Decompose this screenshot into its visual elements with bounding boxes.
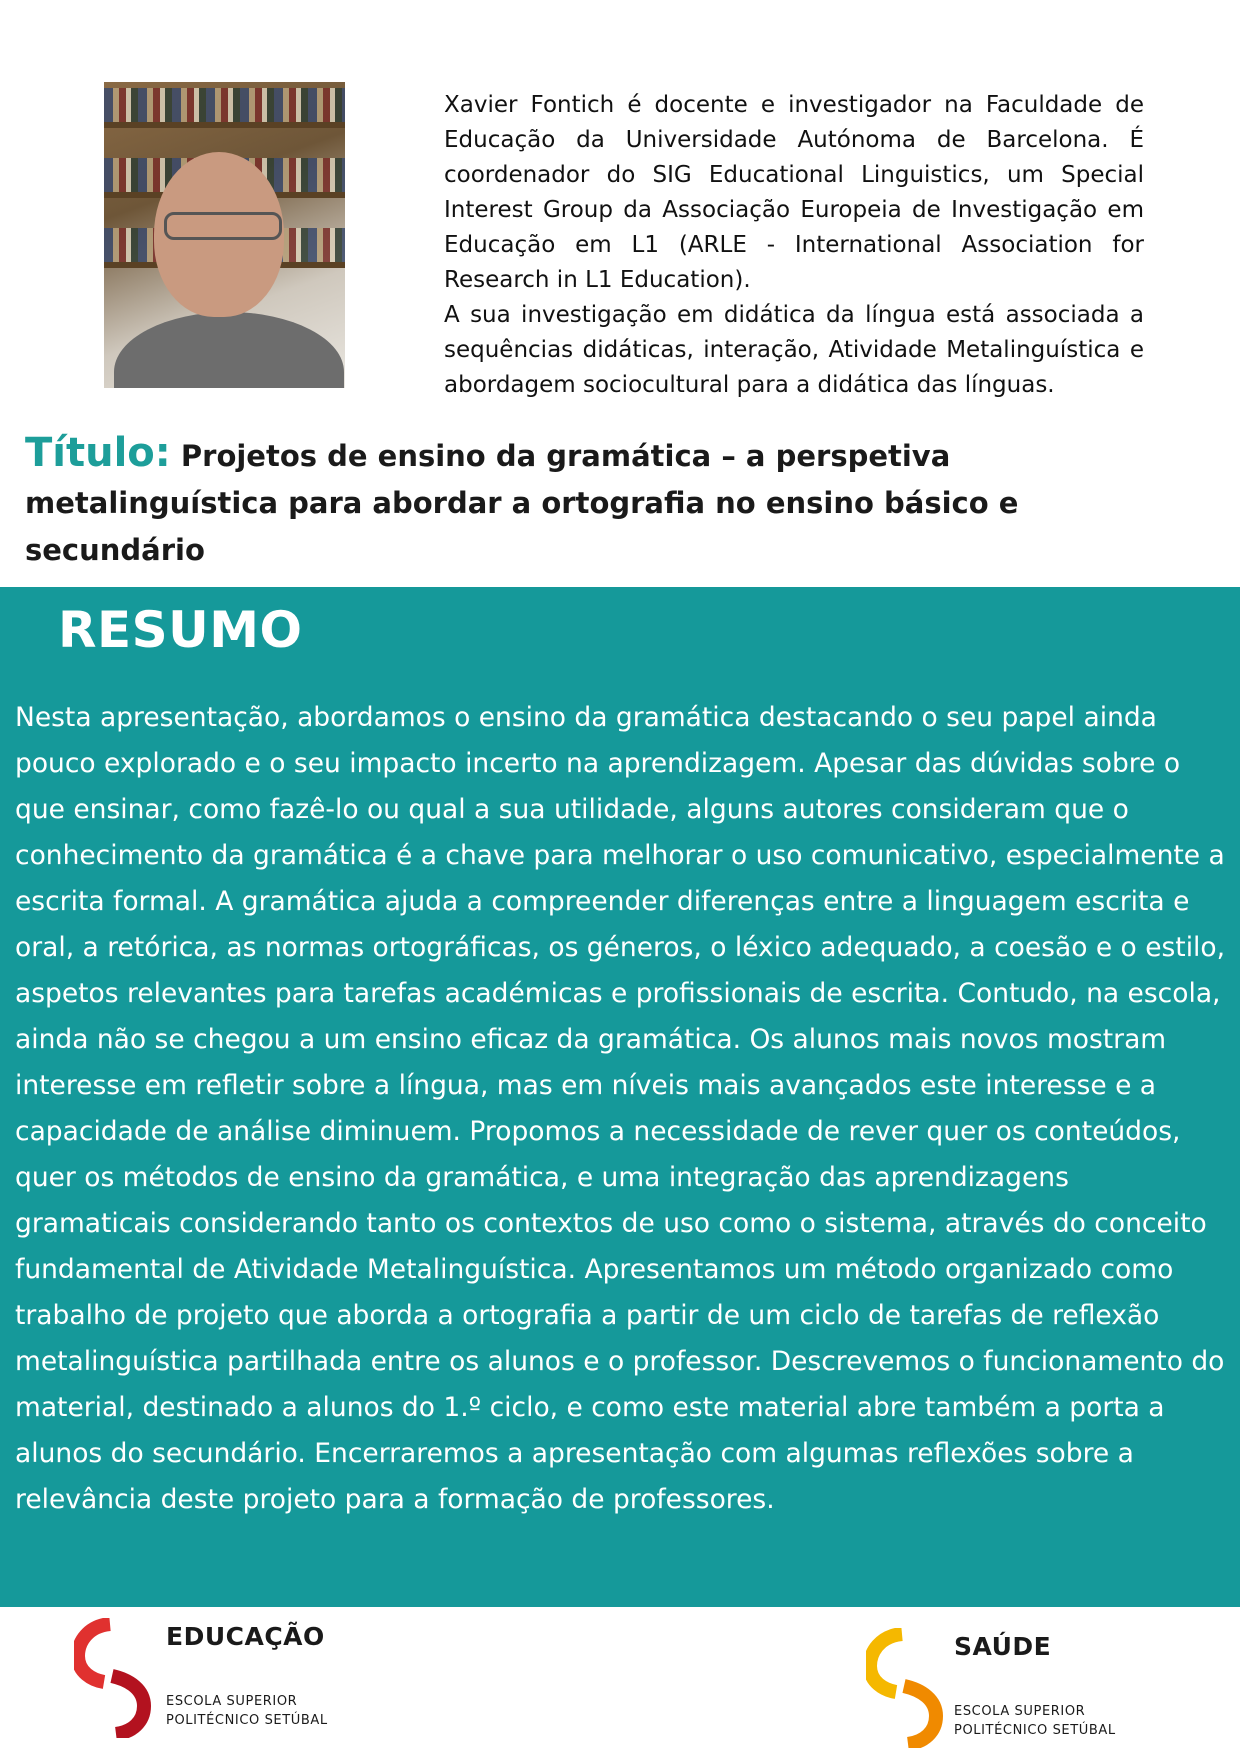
saude-name: SAÚDE (954, 1632, 1052, 1661)
saude-line2: POLITÉCNICO SETÚBAL (954, 1723, 1116, 1738)
logo-saude (866, 1628, 1166, 1748)
educacao-logo-mark-icon (74, 1618, 154, 1738)
bio-paragraph-2: A sua investigação em didática da língua está associada a sequências didáticas, interação, Atividade Metalinguística e abordagem sociocultural para a didática das línguas. (444, 302, 1144, 398)
abstract-body: Nesta apresentação, abordamos o ensino da gramática destacando o seu papel ainda pouco explorado e o seu impacto incerto na aprendizagem. Apesar das dúvidas sobre o que ensinar, como fazê-lo ou qual a sua utilidade, alguns autores consideram que o conhecimento da gramática é a chave para melhorar o uso comunicativo, especialmente a escrita formal. A gramática ajuda a compreender diferenças entre a linguagem escrita e oral, a retórica, as normas ortográficas, os géneros, o léxico adequado, a coesão e o estilo, aspetos relevantes para tarefas académicas e profissionais de escrita. Contudo, na escola, ainda não se chegou a um ensino eficaz da gramática. Os alunos mais novos mostram interesse em refletir sobre a língua, mas em níveis mais avançados este interesse e a capacidade de análise diminuem. Propomos a necessidade de rever quer os conteúdos, quer os métodos de ensino da gramática, e uma integração das aprendizagens gramaticais considerando tanto os contextos de uso como o sistema, através do conceito fundamental de Atividade Metalinguística. Apresentamos um método organizado como trabalho de projeto que aborda a ortografia a partir de um ciclo de tarefas de reflexão metalinguística partilhada entre os alunos e o professor. Descrevemos o funcionamento do material, destinado a alunos do 1.º ciclo, e como este material abre também a porta a alunos do secundário. Encerraremos a apresentação com algumas reflexões sobre a relevância deste projeto para a formação de professores. (15, 702, 1226, 1515)
educacao-name: EDUCAÇÃO (166, 1622, 325, 1651)
bio-paragraph-1: Xavier Fontich é docente e investigador na Faculdade de Educação da Universidade Autónoma de Barcelona. É coordenador do SIG Educational Linguistics, um Special Interest Group da Associação Europeia de Investigação em Educação em L1 (ARLE - International Association for Research in L1 Education). (444, 92, 1144, 293)
speaker-photo (104, 82, 345, 388)
abstract-panel (0, 587, 1240, 1607)
speaker-bio (444, 88, 1144, 403)
educacao-line2: POLITÉCNICO SETÚBAL (166, 1713, 328, 1728)
saude-logo-mark-icon (866, 1628, 946, 1748)
saude-line1: ESCOLA SUPERIOR (954, 1704, 1086, 1719)
title-text: Projetos de ensino da gramática – a perspetiva metalinguística para abordar a ortografia no ensino básico e secundário (25, 439, 1019, 567)
educacao-line1: ESCOLA SUPERIOR (166, 1694, 298, 1709)
title-label: Título: (25, 430, 171, 476)
logo-educacao (74, 1618, 374, 1738)
presentation-title (25, 430, 1205, 574)
abstract-heading: RESUMO (58, 601, 303, 659)
